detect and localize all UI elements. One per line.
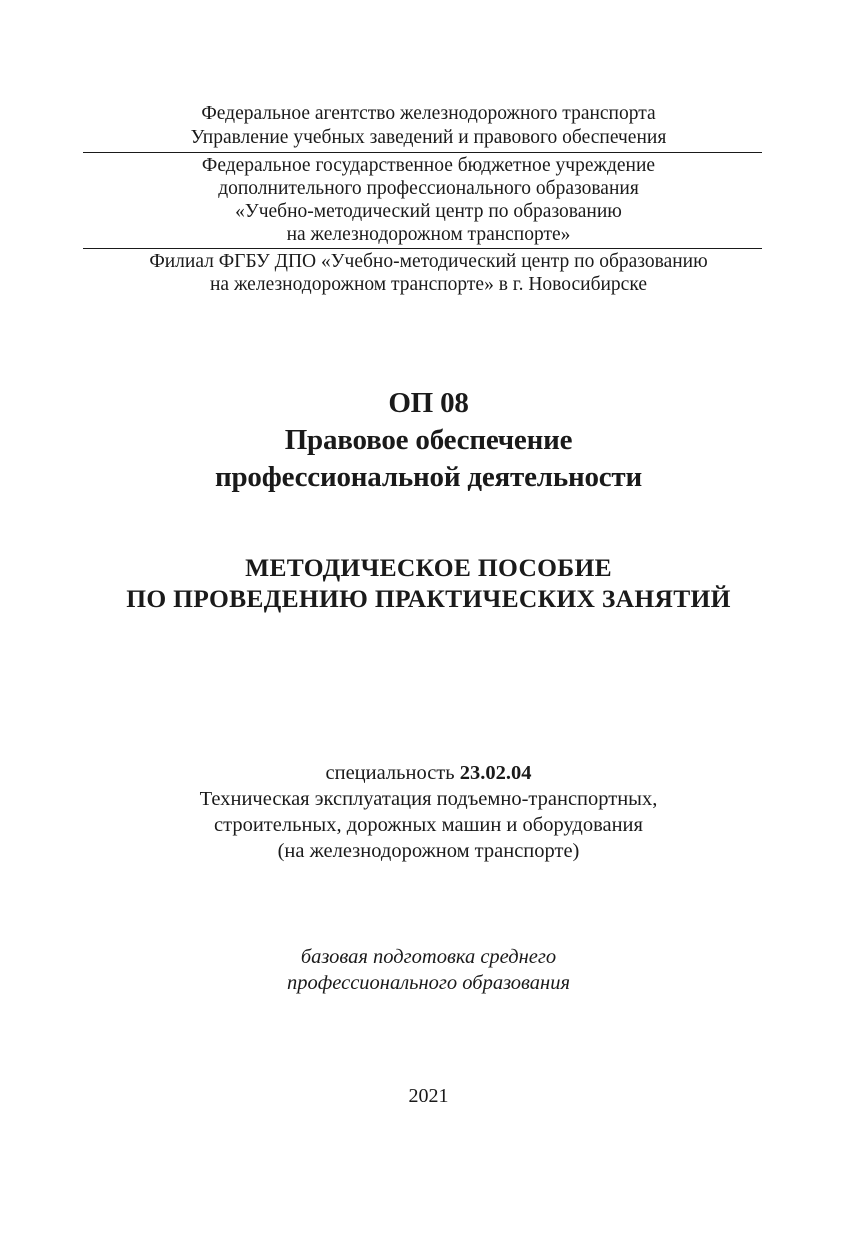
document-title-line-2: ПО ПРОВЕДЕНИЮ ПРАКТИЧЕСКИХ ЗАНЯТИЙ [126,584,731,613]
institution-line-1: Федеральное государственное бюджетное учреждение [201,155,656,176]
institution-line-2: дополнительного профессионального образования [218,178,639,199]
education-level-line-2: профессионального образования [286,972,571,994]
header-divider-2 [83,248,762,249]
specialty-heading [0,761,857,785]
branch-line-2: на железнодорожном транспорте» в г. Новосибирске [210,274,647,295]
header-divider-1 [83,152,762,153]
agency-department: Управление учебных заведений и правового обеспечения [190,127,667,148]
specialty-line-3: (на железнодорожном транспорте) [277,840,580,862]
publication-year: 2021 [408,1085,449,1107]
institution-line-3: «Учебно-методический центр по образованию [235,201,622,222]
branch-line-1: Филиал ФГБУ ДПО «Учебно-методический центр по образованию [149,251,708,272]
course-code: ОП 08 [388,387,469,419]
agency-name: Федеральное агентство железнодорожного транспорта [201,103,656,124]
specialty-line-2: строительных, дорожных машин и оборудования [214,814,643,836]
specialty-code: 23.02.04 [459,762,532,784]
specialty-line-1: Техническая эксплуатация подъемно-транспортных, [199,788,658,810]
institution-line-4: на железнодорожном транспорте» [286,224,571,245]
specialty-label: специальность [325,762,460,784]
course-name-line-2: профессиональной деятельности [214,461,642,493]
education-level-line-1: базовая подготовка среднего [300,946,557,968]
course-name-line-1: Правовое обеспечение [284,424,573,456]
document-title-line-1: МЕТОДИЧЕСКОЕ ПОСОБИЕ [245,553,612,582]
